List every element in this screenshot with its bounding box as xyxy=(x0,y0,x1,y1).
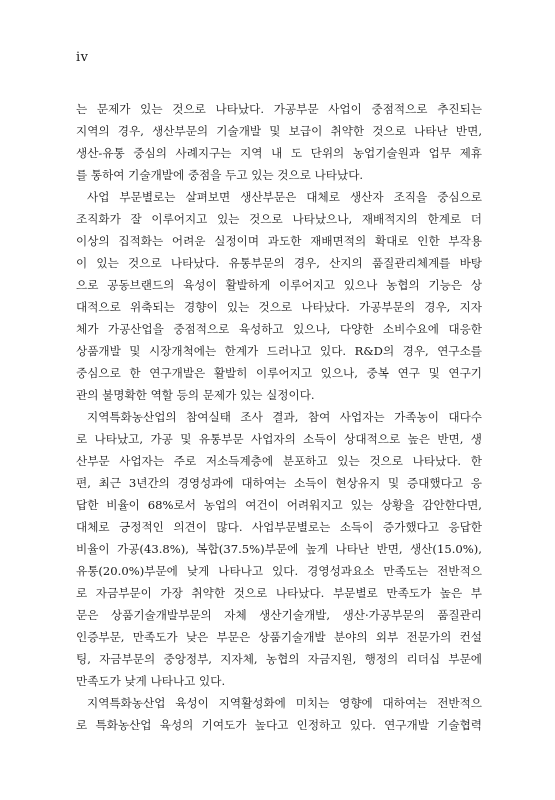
paragraph-2 xyxy=(76,186,482,406)
text-line: 지역특화농산업의 참여실태 조사 결과, 참여 사업자는 가족농이 대다수 xyxy=(87,410,482,424)
text-line: 대체로 긍정적인 의견이 많다. 사업부문별로는 소득이 증가했다고 응답한 xyxy=(76,520,482,534)
text-line: 답한 비율이 68%로서 농업의 여건이 어려워지고 있는 상황을 감안한다면, xyxy=(76,498,482,512)
text-line: 상품개발 및 시장개척에는 한계가 드러나고 있다. R&D의 경우, 연구소를 xyxy=(76,344,482,358)
body-text xyxy=(76,98,482,736)
text-line: 편, 최근 3년간의 경영성과에 대하여는 소득이 현상유지 및 증대했다고 응 xyxy=(76,476,482,490)
text-line: 만족도가 낮게 나타나고 있다. xyxy=(76,674,226,688)
text-line: 유통(20.0%)부문에 낮게 나타나고 있다. 경영성과요소 만족도는 전반적으 xyxy=(76,564,482,578)
text-line: 사업 부문별로는 살펴보면 생산부문은 대체로 생산자 조직을 중심으로 xyxy=(87,190,482,204)
text-line: 산부문 사업자는 주로 저소득계층에 분포하고 있는 것으로 나타났다. 한 xyxy=(76,454,482,468)
text-line: 지역특화농산업 육성이 지역활성화에 미치는 영향에 대하여는 전반적으 xyxy=(87,696,482,710)
text-line: 팅, 자금부문의 중앙정부, 지자체, 농협의 자금지원, 행정의 리더십 부문에 xyxy=(76,652,482,666)
text-line: 를 통하여 기술개발에 중점을 두고 있는 것으로 나타났다. xyxy=(76,168,364,182)
text-line: 이 있는 것으로 나타났다. 유통부문의 경우, 산지의 품질관리체계를 바탕 xyxy=(76,256,482,270)
paragraph-3 xyxy=(76,406,482,692)
paragraph-1 xyxy=(76,98,482,186)
page-number: iv xyxy=(76,50,89,65)
text-line: 는 문제가 있는 것으로 나타났다. 가공부문 사업이 중점적으로 추진되는 xyxy=(76,102,482,116)
text-line: 비율이 가공(43.8%), 복합(37.5%)부문에 높게 나타난 반면, 생산(15.0%), xyxy=(76,542,482,556)
text-line: 지역의 경우, 생산부문의 기술개발 및 보급이 취약한 것으로 나타난 반면, xyxy=(76,124,482,138)
text-line: 인증부문, 만족도가 낮은 부문은 상품기술개발 분야의 외부 전문가의 컨설 xyxy=(76,630,482,644)
text-line: 중심으로 한 연구개발은 활발히 이루어지고 있으나, 중복 연구 및 연구기 xyxy=(76,366,482,380)
paragraph-4 xyxy=(76,692,482,736)
text-line: 으로 공동브랜드의 육성이 활발하게 이루어지고 있으나 농협의 기능은 상 xyxy=(76,278,482,292)
text-line: 로 특화농산업 육성의 기여도가 높다고 인정하고 있다. 연구개발 기술협력 xyxy=(76,718,482,732)
text-line: 로 나타났고, 가공 및 유통부문 사업자의 소득이 상대적으로 높은 반면, 생 xyxy=(76,432,482,446)
text-line: 체가 가공산업을 중점적으로 육성하고 있으나, 다양한 소비수요에 대응한 xyxy=(76,322,482,336)
text-line: 관의 불명확한 역할 등의 문제가 있는 실정이다. xyxy=(76,388,315,402)
text-line: 이상의 집적화는 어려운 실정이며 과도한 재배면적의 확대로 인한 부작용 xyxy=(76,234,482,248)
text-line: 대적으로 위축되는 경향이 있는 것으로 나타났다. 가공부문의 경우, 지자 xyxy=(76,300,482,314)
text-line: 생산-유통 중심의 사례지구는 지역 내 도 단위의 농업기술원과 업무 제휴 xyxy=(76,146,482,160)
text-line: 로 자금부문이 가장 취약한 것으로 나타났다. 부문별로 만족도가 높은 부 xyxy=(76,586,482,600)
text-line: 문은 상품기술개발부문의 자체 생산기술개발, 생산·가공부문의 품질관리 xyxy=(76,608,482,622)
text-line: 조직화가 잘 이루어지고 있는 것으로 나타났으나, 재배적지의 한계로 더 xyxy=(76,212,482,226)
